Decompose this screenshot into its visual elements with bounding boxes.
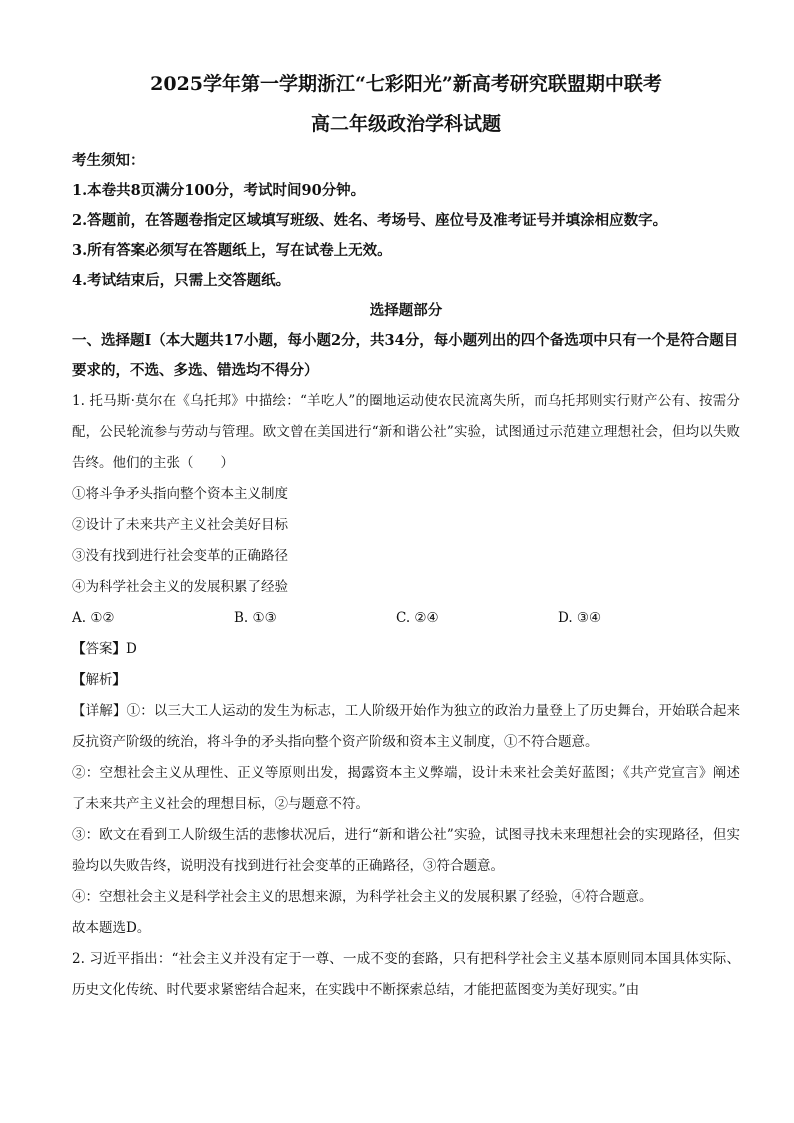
detail-label: 详解 xyxy=(85,703,113,719)
notice-heading: 考生须知： xyxy=(72,152,145,169)
detail-paragraph: 【详解】①：以三大工人运动的发生为标志，工人阶级开始作为独立的政治力量登上了历史舞台，开始联合起来反抗资产阶级的统治，将斗争的矛头指向整个资产阶级和资本主义制度，①不符合题意。 xyxy=(72,703,741,750)
question-option: ②设计了未来共产主义社会美好目标 xyxy=(72,517,288,533)
answer-choices xyxy=(72,603,740,634)
choice-a: A. ①② xyxy=(72,610,115,626)
answer-value: D xyxy=(126,641,137,657)
section-title: 选择题部分 xyxy=(369,302,443,319)
detail-text: ①：以三大工人运动的发生为标志，工人阶级开始作为独立的政治力量登上了历史舞台，开始联合起来反抗资产阶级的统治，将斗争的矛头指向整个资产阶级和资本主义制度，①不符合题意。 xyxy=(72,703,741,750)
choice-b: B. ①③ xyxy=(234,610,277,626)
analysis-line: 【解析】 xyxy=(72,672,126,688)
notice-item: 2.答题前，在答题卷指定区域填写班级、姓名、考场号、座位号及准考证号并填涂相应数字。 xyxy=(72,212,668,229)
answer-label: 答案 xyxy=(85,641,113,657)
question-option: ①将斗争矛头指向整个资本主义制度 xyxy=(72,486,288,502)
question-stem: 2. 习近平指出：“社会主义并没有定于一尊、一成不变的套路，只有把科学社会主义基本原则同本国具体实际、历史文化传统、时代要求紧密结合起来，在实践中不断探索总结，才能把蓝图变为美好现实。”由 xyxy=(72,951,740,998)
conclusion: 故本题选D。 xyxy=(72,920,151,936)
notice-item: 4.考试结束后，只需上交答题纸。 xyxy=(72,272,291,289)
analysis-label: 解析 xyxy=(85,672,113,688)
question-option: ③没有找到进行社会变革的正确路径 xyxy=(72,548,288,564)
exam-page xyxy=(72,68,740,1006)
question-stem: 1. 托马斯·莫尔在《乌托邦》中描绘：“羊吃人”的圈地运动使农民流离失所，而乌托邦则实行财产公有、按需分配，公民轮流参与劳动与管理。欧文曾在美国进行“新和谐公社”实验，试图通过示范建立理想社会，但均以失败告终。他们的主张（ ） xyxy=(72,393,740,471)
answer-line: 【答案】D xyxy=(72,641,137,657)
exam-title: 2025学年第一学期浙江“七彩阳光”新高考研究联盟期中联考 xyxy=(150,73,662,95)
question-1 xyxy=(72,386,740,944)
exam-subtitle: 高二年级政治学科试题 xyxy=(310,113,501,135)
detail-paragraph: ②：空想社会主义从理性、正义等原则出发，揭露资本主义弊端，设计未来社会美好蓝图；《共产党宣言》阐述了未来共产主义社会的理想目标，②与题意不符。 xyxy=(72,765,740,812)
detail-paragraph: ③：欧文在看到工人阶级生活的悲惨状况后，进行“新和谐公社”实验，试图寻找未来理想社会的实现路径，但实验均以失败告终，说明没有找到进行社会变革的正确路径，③符合题意。 xyxy=(72,827,740,874)
section-heading: 一、选择题Ⅰ（本大题共17小题，每小题2分，共34分，每小题列出的四个备选项中只有一个是符合题目要求的，不选、多选、错选均不得分） xyxy=(72,332,739,379)
notice-item: 3.所有答案必须写在答题纸上，写在试卷上无效。 xyxy=(72,242,392,259)
detail-paragraph: ④：空想社会主义是科学社会主义的思想来源，为科学社会主义的发展积累了经验，④符合题意。 xyxy=(72,889,653,905)
question-2 xyxy=(72,944,740,1006)
choice-d: D. ③④ xyxy=(558,610,602,626)
choice-c: C. ②④ xyxy=(396,610,439,626)
question-option: ④为科学社会主义的发展积累了经验 xyxy=(72,579,288,595)
notice-block xyxy=(72,146,740,296)
notice-item: 1.本卷共8页满分100分，考试时间90分钟。 xyxy=(72,182,366,199)
